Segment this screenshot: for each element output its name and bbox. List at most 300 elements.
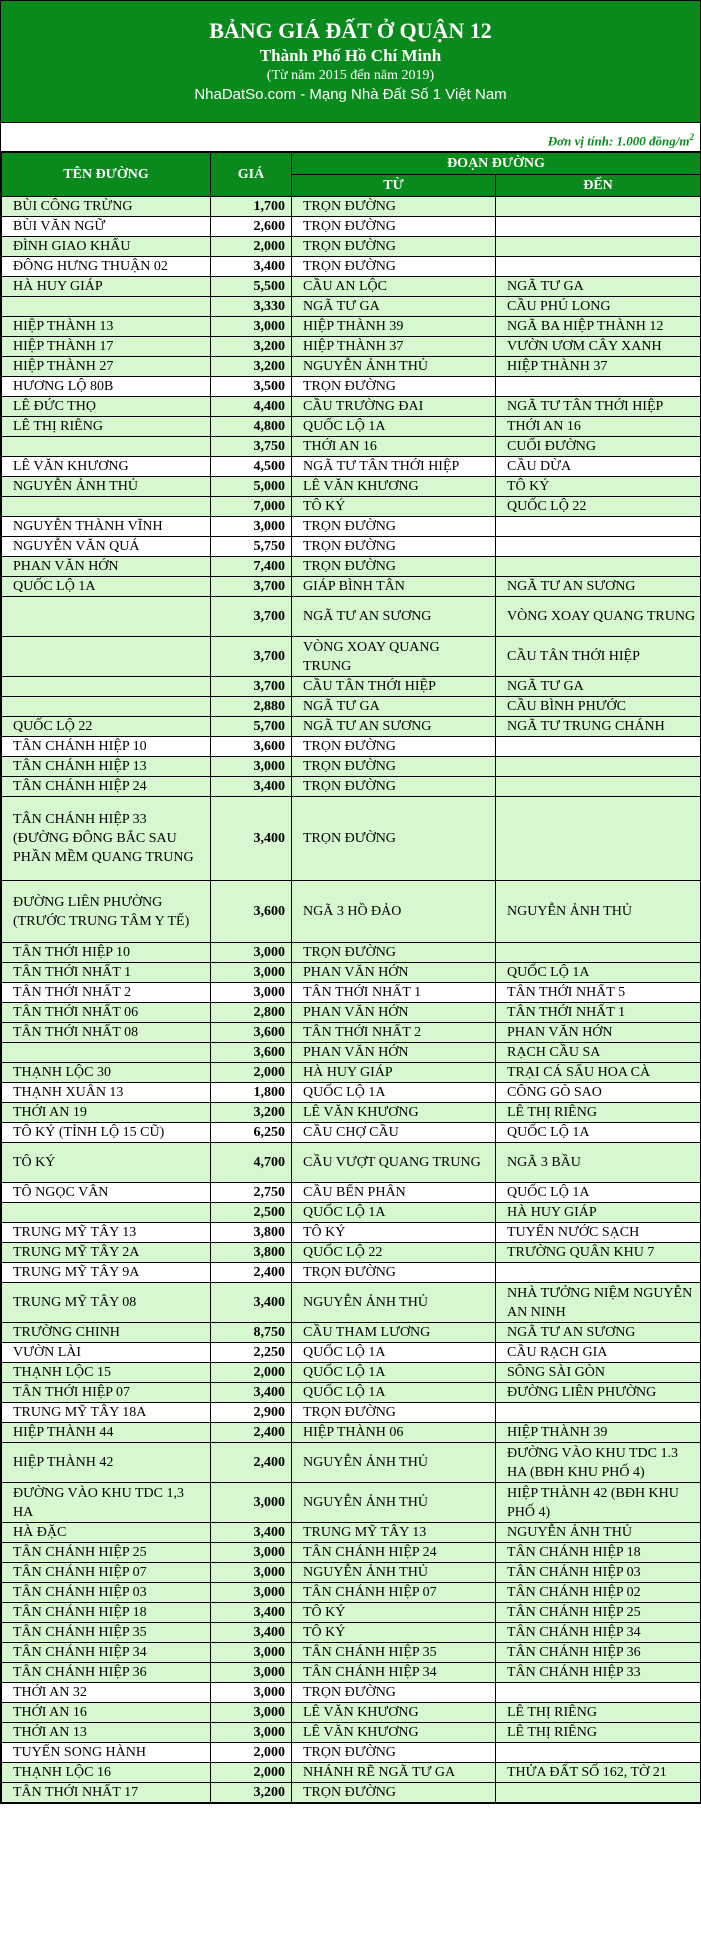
cell-gia: 3,700 (211, 677, 292, 697)
table-row (2, 1583, 701, 1603)
cell-ten-duong (2, 637, 211, 677)
table-row (2, 377, 701, 397)
cell-den (496, 557, 701, 577)
cell-ten-duong: TÂN THỚI HIỆP 10 (2, 943, 211, 963)
cell-tu: PHAN VĂN HỚN (292, 963, 496, 983)
cell-gia: 3,500 (211, 377, 292, 397)
table-row (2, 197, 701, 217)
cell-ten-duong: TÂN THỚI NHẤT 17 (2, 1783, 211, 1803)
cell-den (496, 237, 701, 257)
cell-tu: TRỌN ĐƯỜNG (292, 797, 496, 881)
cell-tu: HIỆP THÀNH 06 (292, 1423, 496, 1443)
cell-den (496, 1263, 701, 1283)
cell-ten-duong: BÙI CÔNG TRỪNG (2, 197, 211, 217)
table-row (2, 217, 701, 237)
table-row (2, 1243, 701, 1263)
table-row (2, 1683, 701, 1703)
cell-tu: CẦU AN LỘC (292, 277, 496, 297)
cell-den: QUỐC LỘ 1A (496, 963, 701, 983)
cell-tu: NGUYỄN ẢNH THỦ (292, 1443, 496, 1483)
cell-tu: TRỌN ĐƯỜNG (292, 537, 496, 557)
cell-den: NGÃ TƯ GA (496, 677, 701, 697)
site-name: NhaDatSo.com - Mạng Nhà Đất Số 1 Việt Nam (194, 86, 507, 103)
cell-ten-duong: QUỐC LỘ 22 (2, 717, 211, 737)
table-row (2, 1723, 701, 1743)
cell-den: TÂN CHÁNH HIỆP 18 (496, 1543, 701, 1563)
table-row (2, 297, 701, 317)
table-row (2, 537, 701, 557)
city-name: Thành Phố Hồ Chí Minh (259, 46, 442, 65)
unit-superscript: 2 (689, 132, 694, 142)
table-row (2, 1063, 701, 1083)
cell-den (496, 797, 701, 881)
cell-den: NGUYỄN ẢNH THỦ (496, 1523, 701, 1543)
cell-tu: NGÃ TƯ AN SƯƠNG (292, 717, 496, 737)
cell-ten-duong: TUYẾN SONG HÀNH (2, 1743, 211, 1763)
table-row (2, 1263, 701, 1283)
cell-ten-duong: HƯƠNG LỘ 80B (2, 377, 211, 397)
cell-den: TÂN THỚI NHẤT 5 (496, 983, 701, 1003)
table-row (2, 1763, 701, 1783)
cell-gia: 3,000 (211, 1563, 292, 1583)
cell-tu: PHAN VĂN HỚN (292, 1043, 496, 1063)
cell-den (496, 943, 701, 963)
cell-den: THỬA ĐẤT SỐ 162, TỜ 21 (496, 1763, 701, 1783)
cell-ten-duong: HÀ ĐẶC (2, 1523, 211, 1543)
cell-gia: 3,750 (211, 437, 292, 457)
cell-ten-duong: TÂN THỚI NHẤT 06 (2, 1003, 211, 1023)
table-row (2, 557, 701, 577)
cell-ten-duong: VƯỜN LÀI (2, 1343, 211, 1363)
cell-gia: 3,000 (211, 757, 292, 777)
table-row (2, 1003, 701, 1023)
cell-tu: NGÃ 3 HỒ ĐẢO (292, 881, 496, 943)
cell-tu: CẦU TÂN THỚI HIỆP (292, 677, 496, 697)
cell-den: TÂN CHÁNH HIỆP 25 (496, 1603, 701, 1623)
cell-gia: 7,400 (211, 557, 292, 577)
cell-gia: 1,800 (211, 1083, 292, 1103)
cell-gia: 2,000 (211, 1743, 292, 1763)
cell-den: ĐƯỜNG VÀO KHU TDC 1.3 HA (BĐH KHU PHỐ 4) (496, 1443, 701, 1483)
cell-gia: 3,000 (211, 1483, 292, 1523)
cell-gia: 3,200 (211, 1783, 292, 1803)
cell-tu: TRỌN ĐƯỜNG (292, 1683, 496, 1703)
cell-tu: TÂN CHÁNH HIỆP 35 (292, 1643, 496, 1663)
cell-tu: LÊ VĂN KHƯƠNG (292, 1103, 496, 1123)
table-row (2, 963, 701, 983)
cell-tu: TRỌN ĐƯỜNG (292, 757, 496, 777)
cell-gia: 8,750 (211, 1323, 292, 1343)
table-row (2, 637, 701, 677)
cell-den: NGÃ 3 BẦU (496, 1143, 701, 1183)
cell-den: CẦU PHÚ LONG (496, 297, 701, 317)
cell-den (496, 1683, 701, 1703)
cell-gia: 5,700 (211, 717, 292, 737)
document-title: BẢNG GIÁ ĐẤT Ở QUẬN 12 (209, 18, 492, 43)
cell-ten-duong: TÂN CHÁNH HIỆP 33 (ĐƯỜNG ĐÔNG BẮC SAU PHẦN MỀM QUANG TRUNG (2, 797, 211, 881)
cell-gia: 5,500 (211, 277, 292, 297)
cell-gia: 3,000 (211, 317, 292, 337)
cell-gia: 3,400 (211, 1383, 292, 1403)
cell-tu: CẦU BẾN PHÂN (292, 1183, 496, 1203)
cell-ten-duong: TÂN CHÁNH HIỆP 18 (2, 1603, 211, 1623)
cell-den: TÂN THỚI NHẤT 1 (496, 1003, 701, 1023)
cell-ten-duong: PHAN VĂN HỚN (2, 557, 211, 577)
cell-tu: QUỐC LỘ 1A (292, 417, 496, 437)
cell-gia: 3,600 (211, 881, 292, 943)
cell-gia: 3,800 (211, 1223, 292, 1243)
cell-gia: 3,400 (211, 797, 292, 881)
cell-ten-duong (2, 1043, 211, 1063)
cell-tu: HIỆP THÀNH 39 (292, 317, 496, 337)
cell-gia: 3,400 (211, 1283, 292, 1323)
cell-ten-duong: TRUNG MỸ TÂY 13 (2, 1223, 211, 1243)
cell-tu: NHÁNH RẼ NGÃ TƯ GA (292, 1763, 496, 1783)
cell-tu: TRỌN ĐƯỜNG (292, 1783, 496, 1803)
cell-ten-duong (2, 497, 211, 517)
cell-den: CẦU RẠCH GIA (496, 1343, 701, 1363)
cell-tu: NGÃ TƯ GA (292, 697, 496, 717)
cell-tu: CẦU VƯỢT QUANG TRUNG (292, 1143, 496, 1183)
cell-tu: TÂN THỚI NHẤT 2 (292, 1023, 496, 1043)
cell-gia: 3,400 (211, 1523, 292, 1543)
cell-den: TÂN CHÁNH HIỆP 02 (496, 1583, 701, 1603)
table-row (2, 943, 701, 963)
cell-den: NHÀ TƯỞNG NIỆM NGUYỄN AN NINH (496, 1283, 701, 1323)
table-row (2, 1783, 701, 1803)
cell-ten-duong: TÂN CHÁNH HIỆP 34 (2, 1643, 211, 1663)
cell-gia: 3,400 (211, 1603, 292, 1623)
cell-ten-duong: TÂN CHÁNH HIỆP 24 (2, 777, 211, 797)
cell-den: NGÃ TƯ GA (496, 277, 701, 297)
cell-ten-duong: THỚI AN 13 (2, 1723, 211, 1743)
table-row (2, 1123, 701, 1143)
cell-den: CUỐI ĐƯỜNG (496, 437, 701, 457)
table-row (2, 237, 701, 257)
cell-gia: 3,700 (211, 577, 292, 597)
cell-den: NGÃ BA HIỆP THÀNH 12 (496, 317, 701, 337)
cell-ten-duong: HIỆP THÀNH 13 (2, 317, 211, 337)
cell-tu: TÂN CHÁNH HIỆP 07 (292, 1583, 496, 1603)
cell-den (496, 197, 701, 217)
cell-ten-duong: NGUYỄN THÀNH VĨNH (2, 517, 211, 537)
cell-ten-duong: TÔ KÝ (2, 1143, 211, 1183)
table-row (2, 881, 701, 943)
cell-gia: 3,000 (211, 1543, 292, 1563)
col-header-doan-duong: ĐOẠN ĐƯỜNG (292, 153, 701, 175)
cell-ten-duong: TRUNG MỸ TÂY 2A (2, 1243, 211, 1263)
table-row (2, 1643, 701, 1663)
table-row (2, 1703, 701, 1723)
cell-gia: 3,000 (211, 1643, 292, 1663)
cell-tu: LÊ VĂN KHƯƠNG (292, 477, 496, 497)
table-row (2, 577, 701, 597)
table-row (2, 497, 701, 517)
cell-ten-duong: NGUYỄN VĂN QUÁ (2, 537, 211, 557)
cell-ten-duong: TÔ NGỌC VÂN (2, 1183, 211, 1203)
cell-gia: 2,800 (211, 1003, 292, 1023)
cell-tu: TRỌN ĐƯỜNG (292, 777, 496, 797)
cell-gia: 2,750 (211, 1183, 292, 1203)
cell-ten-duong: TRƯỜNG CHINH (2, 1323, 211, 1343)
col-header-ten-duong: TÊN ĐƯỜNG (2, 153, 211, 197)
cell-gia: 3,400 (211, 257, 292, 277)
cell-ten-duong (2, 597, 211, 637)
cell-gia: 3,000 (211, 1723, 292, 1743)
cell-den (496, 1783, 701, 1803)
cell-gia: 4,700 (211, 1143, 292, 1183)
cell-gia: 3,600 (211, 1023, 292, 1043)
cell-ten-duong: THỚI AN 32 (2, 1683, 211, 1703)
cell-gia: 2,250 (211, 1343, 292, 1363)
cell-ten-duong: LÊ ĐỨC THỌ (2, 397, 211, 417)
cell-den (496, 377, 701, 397)
cell-tu: NGÃ TƯ GA (292, 297, 496, 317)
cell-ten-duong: TÂN THỚI HIỆP 07 (2, 1383, 211, 1403)
cell-den: HIỆP THÀNH 37 (496, 357, 701, 377)
cell-ten-duong (2, 697, 211, 717)
cell-den: SÔNG SÀI GÒN (496, 1363, 701, 1383)
cell-den: TÂN CHÁNH HIỆP 36 (496, 1643, 701, 1663)
cell-tu: TRUNG MỸ TÂY 13 (292, 1523, 496, 1543)
table-row (2, 1023, 701, 1043)
cell-ten-duong: HIỆP THÀNH 42 (2, 1443, 211, 1483)
cell-tu: NGÃ TƯ AN SƯƠNG (292, 597, 496, 637)
cell-tu: TRỌN ĐƯỜNG (292, 1743, 496, 1763)
table-row (2, 757, 701, 777)
table-row (2, 1663, 701, 1683)
cell-gia: 3,000 (211, 517, 292, 537)
table-row (2, 717, 701, 737)
table-row (2, 1203, 701, 1223)
cell-tu: TRỌN ĐƯỜNG (292, 217, 496, 237)
cell-ten-duong: TÂN CHÁNH HIỆP 35 (2, 1623, 211, 1643)
cell-tu: VÒNG XOAY QUANG TRUNG (292, 637, 496, 677)
table-row (2, 737, 701, 757)
cell-den: VÒNG XOAY QUANG TRUNG (496, 597, 701, 637)
cell-tu: TRỌN ĐƯỜNG (292, 237, 496, 257)
cell-ten-duong: HÀ HUY GIÁP (2, 277, 211, 297)
cell-gia: 3,000 (211, 1663, 292, 1683)
cell-tu: NGUYỄN ẢNH THỦ (292, 357, 496, 377)
cell-tu: QUỐC LỘ 1A (292, 1083, 496, 1103)
cell-den: VƯỜN ƯƠM CÂY XANH (496, 337, 701, 357)
table-row (2, 1103, 701, 1123)
cell-den: THỚI AN 16 (496, 417, 701, 437)
cell-ten-duong: THỚI AN 16 (2, 1703, 211, 1723)
cell-ten-duong: ĐƯỜNG LIÊN PHƯỜNG (TRƯỚC TRUNG TÂM Y TẾ) (2, 881, 211, 943)
cell-den: NGÃ TƯ TÂN THỚI HIỆP (496, 397, 701, 417)
cell-den: HÀ HUY GIÁP (496, 1203, 701, 1223)
cell-tu: PHAN VĂN HỚN (292, 1003, 496, 1023)
cell-tu: TRỌN ĐƯỜNG (292, 1403, 496, 1423)
cell-den: TÂN CHÁNH HIỆP 33 (496, 1663, 701, 1683)
cell-gia: 3,800 (211, 1243, 292, 1263)
cell-ten-duong: QUỐC LỘ 1A (2, 577, 211, 597)
cell-gia: 3,700 (211, 637, 292, 677)
price-table (1, 152, 701, 1803)
cell-den: TRƯỜNG QUÂN KHU 7 (496, 1243, 701, 1263)
cell-den: CẦU TÂN THỚI HIỆP (496, 637, 701, 677)
table-row (2, 1343, 701, 1363)
cell-den (496, 777, 701, 797)
cell-ten-duong: TÂN THỚI NHẤT 1 (2, 963, 211, 983)
cell-gia: 3,200 (211, 337, 292, 357)
table-row (2, 477, 701, 497)
cell-gia: 3,400 (211, 777, 292, 797)
cell-den: QUỐC LỘ 1A (496, 1183, 701, 1203)
table-row (2, 777, 701, 797)
cell-tu: HÀ HUY GIÁP (292, 1063, 496, 1083)
cell-ten-duong: LÊ THỊ RIÊNG (2, 417, 211, 437)
cell-den: LÊ THỊ RIÊNG (496, 1703, 701, 1723)
cell-ten-duong: TÂN THỚI NHẤT 2 (2, 983, 211, 1003)
cell-tu: TRỌN ĐƯỜNG (292, 737, 496, 757)
cell-ten-duong: THẠNH LỘC 16 (2, 1763, 211, 1783)
cell-den (496, 737, 701, 757)
cell-ten-duong: TRUNG MỸ TÂY 08 (2, 1283, 211, 1323)
cell-tu: NGUYỄN ẢNH THỦ (292, 1563, 496, 1583)
cell-ten-duong (2, 297, 211, 317)
cell-ten-duong: TRUNG MỸ TÂY 18A (2, 1403, 211, 1423)
cell-ten-duong: THẠNH LỘC 15 (2, 1363, 211, 1383)
cell-gia: 6,250 (211, 1123, 292, 1143)
table-row (2, 1543, 701, 1563)
cell-den: NGÃ TƯ AN SƯƠNG (496, 577, 701, 597)
cell-den: HIỆP THÀNH 39 (496, 1423, 701, 1443)
cell-den: QUỐC LỘ 1A (496, 1123, 701, 1143)
cell-gia: 2,400 (211, 1423, 292, 1443)
table-row (2, 1363, 701, 1383)
cell-ten-duong (2, 437, 211, 457)
cell-den: CẦU DỪA (496, 457, 701, 477)
cell-gia: 4,500 (211, 457, 292, 477)
cell-ten-duong: THẠNH XUÂN 13 (2, 1083, 211, 1103)
cell-ten-duong: HIỆP THÀNH 17 (2, 337, 211, 357)
table-row (2, 1283, 701, 1323)
cell-gia: 2,000 (211, 1763, 292, 1783)
unit-text: Đơn vị tính: 1.000 đồng/m (547, 133, 690, 149)
cell-tu: NGUYỄN ẢNH THỦ (292, 1483, 496, 1523)
cell-gia: 2,900 (211, 1403, 292, 1423)
cell-den: TÂN CHÁNH HIỆP 34 (496, 1623, 701, 1643)
cell-den (496, 517, 701, 537)
cell-gia: 3,000 (211, 943, 292, 963)
cell-ten-duong: THỚI AN 19 (2, 1103, 211, 1123)
table-row (2, 1183, 701, 1203)
table-row (2, 797, 701, 881)
cell-ten-duong: ĐÔNG HƯNG THUẬN 02 (2, 257, 211, 277)
cell-tu: TÔ KÝ (292, 497, 496, 517)
table-row (2, 1623, 701, 1643)
cell-gia: 5,000 (211, 477, 292, 497)
cell-tu: QUỐC LỘ 1A (292, 1203, 496, 1223)
cell-gia: 2,000 (211, 1063, 292, 1083)
cell-den: TRẠI CÁ SẤU HOA CÀ (496, 1063, 701, 1083)
cell-den: NGUYỄN ẢNH THỦ (496, 881, 701, 943)
cell-den: TÔ KÝ (496, 477, 701, 497)
cell-den: NGÃ TƯ AN SƯƠNG (496, 1323, 701, 1343)
cell-ten-duong: TÂN THỚI NHẤT 08 (2, 1023, 211, 1043)
cell-tu: TRỌN ĐƯỜNG (292, 557, 496, 577)
table-row (2, 457, 701, 477)
cell-gia: 2,880 (211, 697, 292, 717)
cell-den: NGÃ TƯ TRUNG CHÁNH (496, 717, 701, 737)
cell-ten-duong: LÊ VĂN KHƯƠNG (2, 457, 211, 477)
table-row (2, 417, 701, 437)
cell-ten-duong: TÂN CHÁNH HIỆP 03 (2, 1583, 211, 1603)
cell-ten-duong: THẠNH LỘC 30 (2, 1063, 211, 1083)
cell-ten-duong: BÙI VĂN NGỮ (2, 217, 211, 237)
cell-tu: NGÃ TƯ TÂN THỚI HIỆP (292, 457, 496, 477)
cell-tu: TÂN THỚI NHẤT 1 (292, 983, 496, 1003)
cell-den: RẠCH CẦU SA (496, 1043, 701, 1063)
cell-gia: 3,600 (211, 737, 292, 757)
cell-gia: 3,330 (211, 297, 292, 317)
table-row (2, 257, 701, 277)
table-row (2, 1083, 701, 1103)
col-header-gia: GIÁ (211, 153, 292, 197)
unit-label (1, 123, 700, 152)
cell-gia: 2,600 (211, 217, 292, 237)
cell-den (496, 757, 701, 777)
cell-gia: 3,600 (211, 1043, 292, 1063)
cell-ten-duong: TÂN CHÁNH HIỆP 13 (2, 757, 211, 777)
period-text: (Từ năm 2015 đến năm 2019) (266, 68, 435, 83)
table-row (2, 1483, 701, 1523)
cell-gia: 3,000 (211, 1683, 292, 1703)
table-row (2, 1423, 701, 1443)
table-row (2, 1223, 701, 1243)
table-row (2, 397, 701, 417)
cell-den: CÔNG GÒ SAO (496, 1083, 701, 1103)
cell-tu: QUỐC LỘ 1A (292, 1343, 496, 1363)
table-row (2, 597, 701, 637)
cell-ten-duong: TÂN CHÁNH HIỆP 25 (2, 1543, 211, 1563)
table-row (2, 1743, 701, 1763)
cell-ten-duong: ĐƯỜNG VÀO KHU TDC 1,3 HA (2, 1483, 211, 1523)
cell-tu: LÊ VĂN KHƯƠNG (292, 1723, 496, 1743)
cell-gia: 7,000 (211, 497, 292, 517)
cell-ten-duong: TÔ KÝ (TỈNH LỘ 15 CŨ) (2, 1123, 211, 1143)
table-row (2, 277, 701, 297)
cell-ten-duong (2, 677, 211, 697)
cell-den (496, 1403, 701, 1423)
cell-den (496, 1743, 701, 1763)
cell-den: CẦU BÌNH PHƯỚC (496, 697, 701, 717)
table-row (2, 1563, 701, 1583)
cell-tu: TÂN CHÁNH HIỆP 34 (292, 1663, 496, 1683)
cell-den (496, 537, 701, 557)
col-header-tu: TỪ (292, 175, 496, 197)
table-row (2, 1523, 701, 1543)
cell-ten-duong: HIỆP THÀNH 27 (2, 357, 211, 377)
table-row (2, 357, 701, 377)
cell-gia: 2,000 (211, 237, 292, 257)
cell-gia: 3,000 (211, 1703, 292, 1723)
cell-ten-duong: TÂN CHÁNH HIỆP 10 (2, 737, 211, 757)
cell-gia: 4,800 (211, 417, 292, 437)
table-row (2, 437, 701, 457)
cell-tu: TÔ KÝ (292, 1623, 496, 1643)
cell-tu: TRỌN ĐƯỜNG (292, 257, 496, 277)
table-row (2, 317, 701, 337)
cell-tu: NGUYỄN ẢNH THỦ (292, 1283, 496, 1323)
cell-gia: 3,200 (211, 357, 292, 377)
cell-tu: CẦU THAM LƯƠNG (292, 1323, 496, 1343)
table-row (2, 1383, 701, 1403)
col-header-den: ĐẾN (496, 175, 701, 197)
